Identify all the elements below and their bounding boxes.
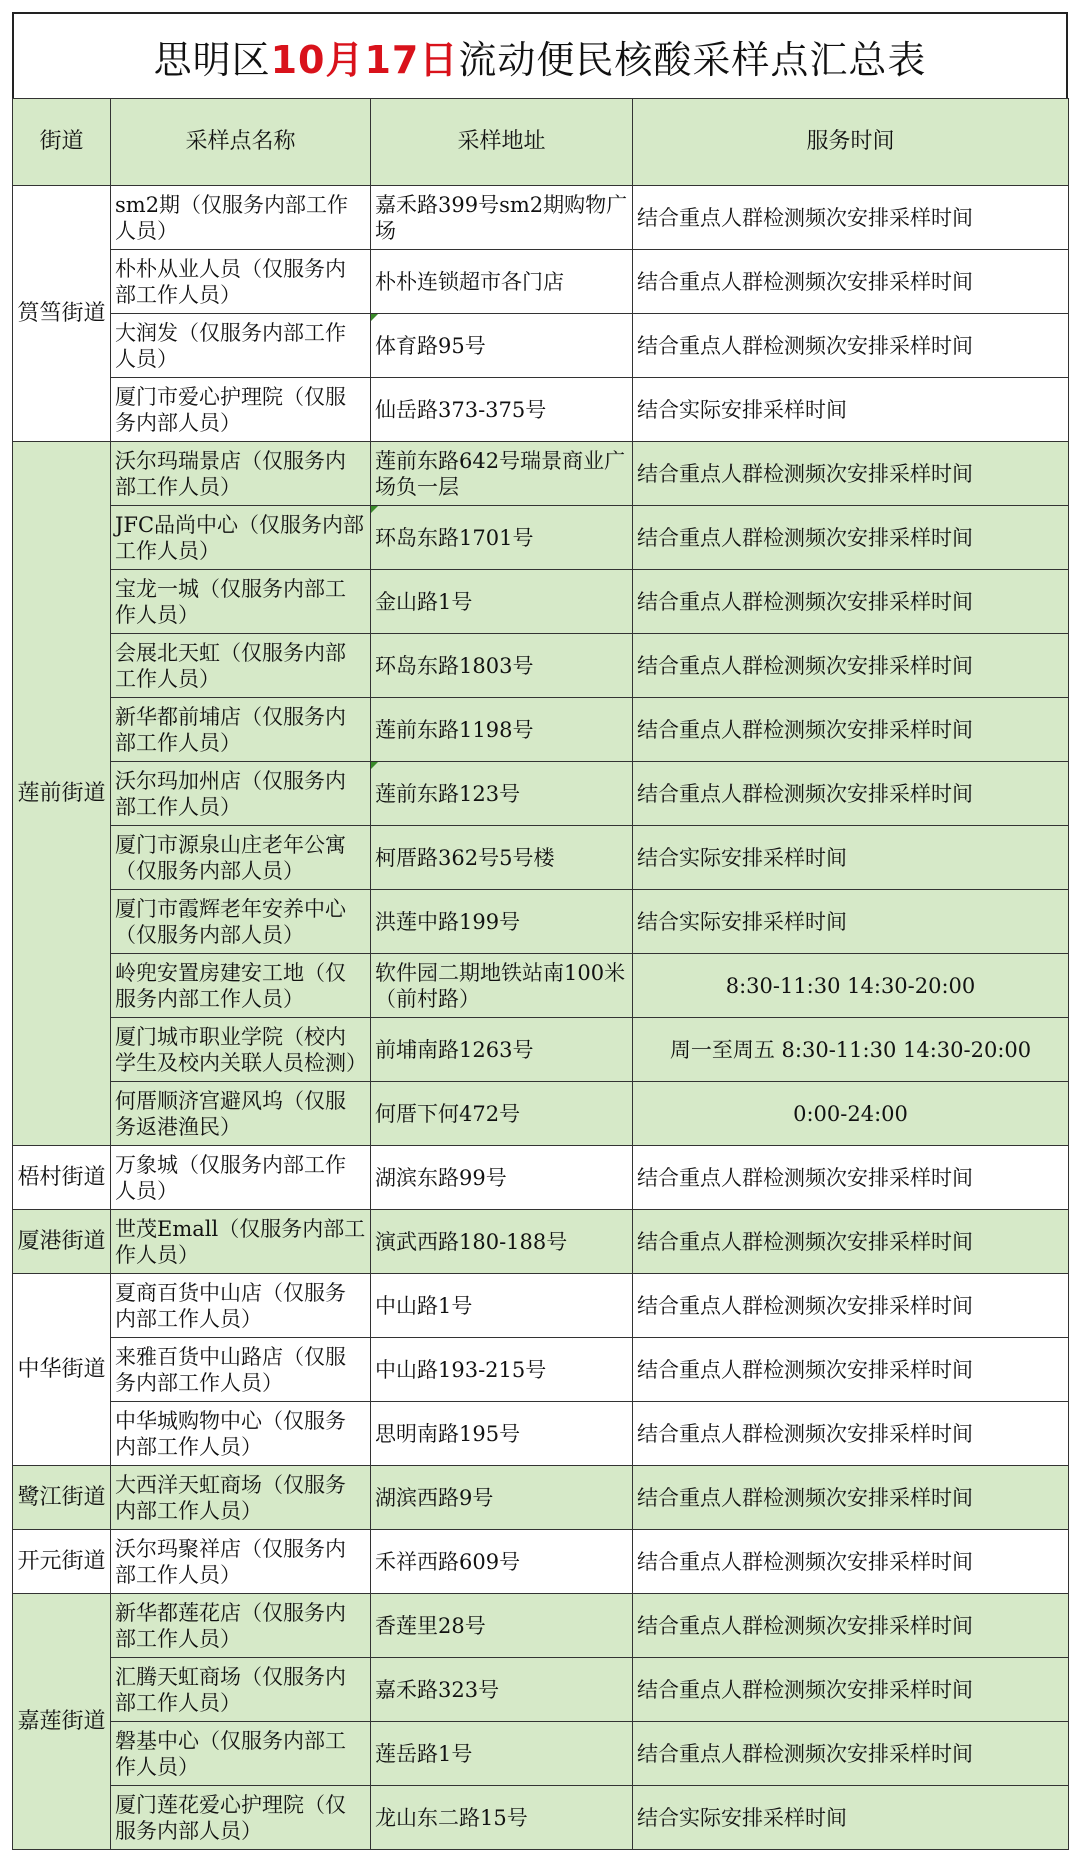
address-cell: 环岛东路1803号 <box>371 634 633 698</box>
table-row <box>13 634 1069 698</box>
site-name-cell: 厦门市源泉山庄老年公寓（仅服务内部人员） <box>111 826 371 890</box>
table-row <box>13 1274 1069 1338</box>
site-name-cell: 中华城购物中心（仅服务内部工作人员） <box>111 1402 371 1466</box>
site-name-cell: 新华都前埔店（仅服务内部工作人员） <box>111 698 371 762</box>
service-time-cell: 结合重点人群检测频次安排采样时间 <box>633 1338 1069 1402</box>
table-row <box>13 570 1069 634</box>
site-name-cell: 何厝顺济宫避风坞（仅服务返港渔民） <box>111 1082 371 1146</box>
site-name-cell: 岭兜安置房建安工地（仅服务内部工作人员） <box>111 954 371 1018</box>
site-name-cell: 汇腾天虹商场（仅服务内部工作人员） <box>111 1658 371 1722</box>
table-row <box>13 186 1069 250</box>
service-time-cell: 结合重点人群检测频次安排采样时间 <box>633 698 1069 762</box>
address-cell: 莲前东路123号 <box>371 762 633 826</box>
address-cell: 嘉禾路323号 <box>371 1658 633 1722</box>
site-name-cell: 厦门莲花爱心护理院（仅服务内部人员） <box>111 1786 371 1850</box>
address-cell: 莲前东路642号瑞景商业广场负一层 <box>371 442 633 506</box>
site-name-cell: 大西洋天虹商场（仅服务内部工作人员） <box>111 1466 371 1530</box>
site-name-cell: 大润发（仅服务内部工作人员） <box>111 314 371 378</box>
street-cell: 嘉莲街道 <box>13 1594 111 1850</box>
table-row <box>13 1210 1069 1274</box>
table-row <box>13 1594 1069 1658</box>
site-name-cell: 厦门市爱心护理院（仅服务内部人员） <box>111 378 371 442</box>
summary-sheet <box>12 12 1068 1861</box>
service-time-cell: 结合重点人群检测频次安排采样时间 <box>633 250 1069 314</box>
address-cell: 香莲里28号 <box>371 1594 633 1658</box>
site-name-cell: JFC品尚中心（仅服务内部工作人员） <box>111 506 371 570</box>
service-time-cell: 结合重点人群检测频次安排采样时间 <box>633 570 1069 634</box>
address-cell: 湖滨东路99号 <box>371 1146 633 1210</box>
site-name-cell: 夏商百货中山店（仅服务内部工作人员） <box>111 1274 371 1338</box>
street-cell: 莲前街道 <box>13 442 111 1146</box>
table-row <box>13 954 1069 1018</box>
address-cell: 何厝下何472号 <box>371 1082 633 1146</box>
service-time-cell: 0:00-24:00 <box>633 1082 1069 1146</box>
table-row <box>13 890 1069 954</box>
table-row <box>13 1146 1069 1210</box>
table-row <box>13 826 1069 890</box>
table-body <box>13 186 1069 1850</box>
header-time: 服务时间 <box>633 99 1069 186</box>
table-row <box>13 250 1069 314</box>
service-time-cell: 结合实际安排采样时间 <box>633 890 1069 954</box>
street-cell: 鹭江街道 <box>13 1466 111 1530</box>
table-row <box>13 1338 1069 1402</box>
service-time-cell: 结合重点人群检测频次安排采样时间 <box>633 186 1069 250</box>
site-name-cell: 新华都莲花店（仅服务内部工作人员） <box>111 1594 371 1658</box>
service-time-cell: 结合重点人群检测频次安排采样时间 <box>633 442 1069 506</box>
address-cell: 洪莲中路199号 <box>371 890 633 954</box>
service-time-cell: 结合重点人群检测频次安排采样时间 <box>633 506 1069 570</box>
street-cell: 开元街道 <box>13 1530 111 1594</box>
service-time-cell: 结合实际安排采样时间 <box>633 378 1069 442</box>
table-row <box>13 1082 1069 1146</box>
street-cell: 筼筜街道 <box>13 186 111 442</box>
service-time-cell: 结合重点人群检测频次安排采样时间 <box>633 1594 1069 1658</box>
address-cell: 嘉禾路399号sm2期购物广场 <box>371 186 633 250</box>
service-time-cell: 结合重点人群检测频次安排采样时间 <box>633 1466 1069 1530</box>
service-time-cell: 结合实际安排采样时间 <box>633 826 1069 890</box>
table-row <box>13 506 1069 570</box>
table-row <box>13 1018 1069 1082</box>
table-row <box>13 1530 1069 1594</box>
address-cell: 禾祥西路609号 <box>371 1530 633 1594</box>
site-name-cell: 沃尔玛瑞景店（仅服务内部工作人员） <box>111 442 371 506</box>
title-date: 10月17日 <box>270 37 459 82</box>
table-row <box>13 762 1069 826</box>
site-name-cell: 磐基中心（仅服务内部工作人员） <box>111 1722 371 1786</box>
header-address: 采样地址 <box>371 99 633 186</box>
site-name-cell: 来雅百货中山路店（仅服务内部工作人员） <box>111 1338 371 1402</box>
header-street: 街道 <box>13 99 111 186</box>
site-name-cell: 朴朴从业人员（仅服务内部工作人员） <box>111 250 371 314</box>
table-row <box>13 1658 1069 1722</box>
table-row <box>13 698 1069 762</box>
service-time-cell: 结合重点人群检测频次安排采样时间 <box>633 762 1069 826</box>
service-time-cell: 结合重点人群检测频次安排采样时间 <box>633 1210 1069 1274</box>
table-row <box>13 378 1069 442</box>
address-cell: 仙岳路373-375号 <box>371 378 633 442</box>
site-name-cell: 宝龙一城（仅服务内部工作人员） <box>111 570 371 634</box>
site-name-cell: 万象城（仅服务内部工作人员） <box>111 1146 371 1210</box>
site-name-cell: 会展北天虹（仅服务内部工作人员） <box>111 634 371 698</box>
table-row <box>13 1402 1069 1466</box>
address-cell: 莲岳路1号 <box>371 1722 633 1786</box>
sampling-sites-table <box>12 98 1069 1850</box>
site-name-cell: sm2期（仅服务内部工作人员） <box>111 186 371 250</box>
table-row <box>13 442 1069 506</box>
table-row <box>13 314 1069 378</box>
service-time-cell: 结合重点人群检测频次安排采样时间 <box>633 1530 1069 1594</box>
address-cell: 湖滨西路9号 <box>371 1466 633 1530</box>
service-time-cell: 结合重点人群检测频次安排采样时间 <box>633 1274 1069 1338</box>
service-time-cell: 周一至周五 8:30-11:30 14:30-20:00 <box>633 1018 1069 1082</box>
address-cell: 中山路1号 <box>371 1274 633 1338</box>
service-time-cell: 结合重点人群检测频次安排采样时间 <box>633 634 1069 698</box>
street-cell: 厦港街道 <box>13 1210 111 1274</box>
address-cell: 思明南路195号 <box>371 1402 633 1466</box>
service-time-cell: 结合重点人群检测频次安排采样时间 <box>633 1722 1069 1786</box>
title-suffix: 流动便民核酸采样点汇总表 <box>458 37 927 82</box>
service-time-cell: 结合实际安排采样时间 <box>633 1786 1069 1850</box>
address-cell: 金山路1号 <box>371 570 633 634</box>
address-cell: 体育路95号 <box>371 314 633 378</box>
table-row <box>13 1786 1069 1850</box>
address-cell: 莲前东路1198号 <box>371 698 633 762</box>
address-cell: 环岛东路1701号 <box>371 506 633 570</box>
table-row <box>13 1722 1069 1786</box>
service-time-cell: 结合重点人群检测频次安排采样时间 <box>633 314 1069 378</box>
address-cell: 前埔南路1263号 <box>371 1018 633 1082</box>
address-cell: 龙山东二路15号 <box>371 1786 633 1850</box>
title-prefix: 思明区 <box>153 37 271 82</box>
site-name-cell: 厦门市霞辉老年安养中心（仅服务内部人员） <box>111 890 371 954</box>
header-name: 采样点名称 <box>111 99 371 186</box>
site-name-cell: 厦门城市职业学院（校内学生及校内关联人员检测） <box>111 1018 371 1082</box>
service-time-cell: 结合重点人群检测频次安排采样时间 <box>633 1146 1069 1210</box>
site-name-cell: 沃尔玛加州店（仅服务内部工作人员） <box>111 762 371 826</box>
table-row <box>13 1466 1069 1530</box>
service-time-cell: 8:30-11:30 14:30-20:00 <box>633 954 1069 1018</box>
street-cell: 梧村街道 <box>13 1146 111 1210</box>
address-cell: 演武西路180-188号 <box>371 1210 633 1274</box>
address-cell: 朴朴连锁超市各门店 <box>371 250 633 314</box>
page-title <box>12 12 1068 98</box>
service-time-cell: 结合重点人群检测频次安排采样时间 <box>633 1402 1069 1466</box>
service-time-cell: 结合重点人群检测频次安排采样时间 <box>633 1658 1069 1722</box>
site-name-cell: 世茂Emall（仅服务内部工作人员） <box>111 1210 371 1274</box>
address-cell: 软件园二期地铁站南100米（前村路） <box>371 954 633 1018</box>
street-cell: 中华街道 <box>13 1274 111 1466</box>
site-name-cell: 沃尔玛聚祥店（仅服务内部工作人员） <box>111 1530 371 1594</box>
address-cell: 柯厝路362号5号楼 <box>371 826 633 890</box>
address-cell: 中山路193-215号 <box>371 1338 633 1402</box>
